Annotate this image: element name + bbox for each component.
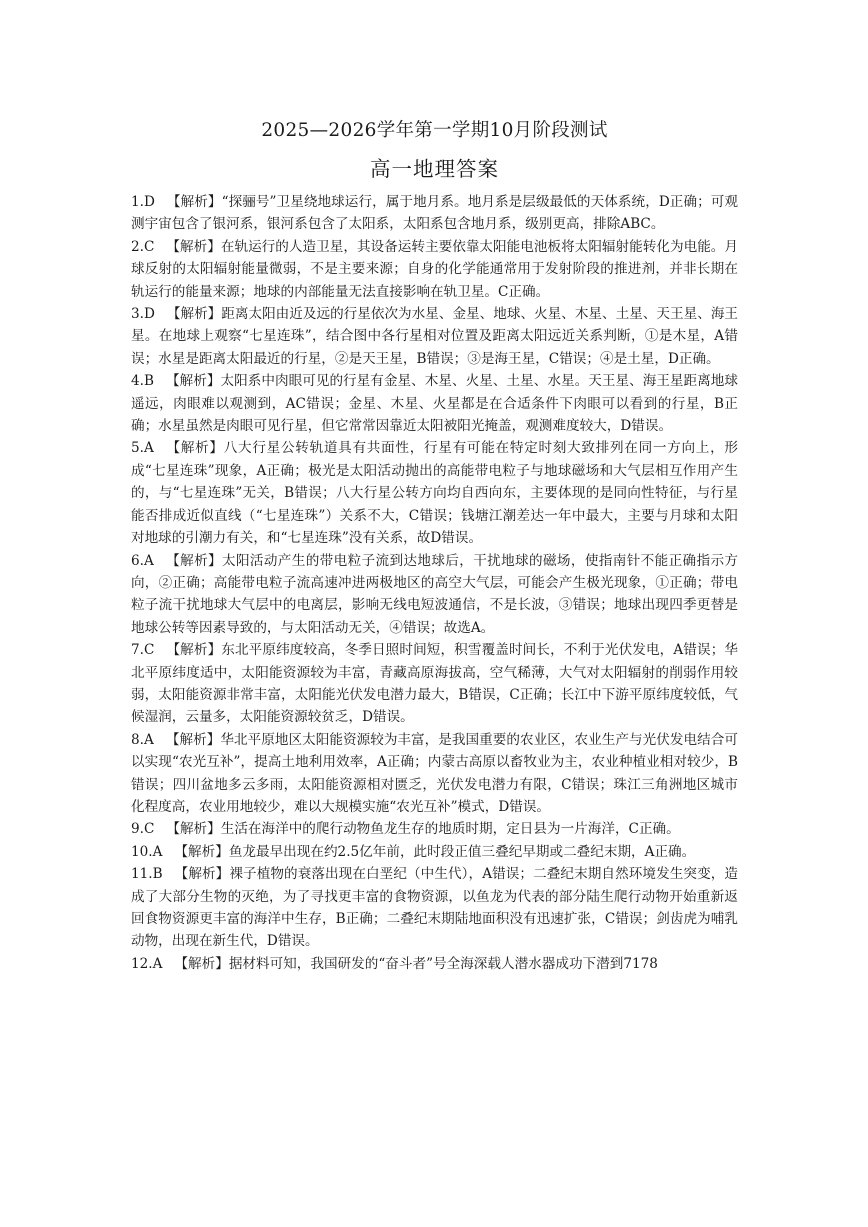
answer-text: “探骊号”卫星绕地球运行，属于地月系。地月系是层级最低的天体系统，D正确；可观测宇宙包含了银河系，银河系包含了太阳系，太阳系包含地月系，级别更高，排除ABC。 bbox=[131, 194, 739, 233]
analysis-tag: 【解析】 bbox=[165, 731, 221, 748]
answer-number: 3.D bbox=[131, 306, 155, 323]
answer-number: 10.A bbox=[131, 843, 163, 860]
page-title: 2025—2026学年第一学期10月阶段测试 bbox=[261, 120, 608, 141]
answer-item bbox=[131, 953, 738, 975]
answer-text: 在轨运行的人造卫星，其设备运转主要依靠太阳能电池板将太阳辐射能转化为电能。月球反射的太阳辐射能量微弱，不是主要来源；自身的化学能通常用于发射阶段的推进剂，并非长期在轨运行的能量来源；地球的内部能量无法直接影响在轨卫星。C正确。 bbox=[131, 238, 739, 300]
answer-item bbox=[131, 303, 738, 370]
answer-number: 6.A bbox=[131, 552, 154, 569]
answer-item bbox=[131, 437, 738, 549]
answer-number: 7.C bbox=[131, 642, 155, 659]
analysis-tag: 【解析】 bbox=[165, 373, 221, 390]
answer-text: 太阳系中肉眼可见的行星有金星、木星、火星、土星、水星。天王星、海王星距离地球遥远，肉眼难以观测到，AC错误；金星、木星、火星都是在合适条件下肉眼可以看到的行星，B正确；水星虽然是肉眼可见行星，但它常常因靠近太阳被阳光掩盖，观测难度较大，D错误。 bbox=[131, 373, 739, 435]
analysis-tag: 【解析】 bbox=[165, 552, 222, 569]
answer-number: 8.A bbox=[131, 731, 154, 748]
answer-text: 太阳活动产生的带电粒子流到达地球后，干扰地球的磁场，使指南针不能正确指示方向，②正确；高能带电粒子流高速冲进两极地区的高空大气层，可能会产生极光现象，①正确；带电粒子流干扰地球大气层中的电离层，影响无线电短波通信，不是长波，③错误；地球出现四季更替是地球公转等因素导致的，与太阳活动无关，④错误；故选A。 bbox=[131, 552, 738, 636]
answer-item bbox=[131, 841, 738, 863]
answer-item bbox=[131, 236, 738, 303]
answer-number: 9.C bbox=[131, 821, 155, 838]
analysis-tag: 【解析】 bbox=[166, 821, 221, 838]
answer-text: 鱼龙最早出现在约2.5亿年前，此时段正值三叠纪早期或二叠纪末期，A正确。 bbox=[228, 843, 696, 860]
analysis-tag: 【解析】 bbox=[174, 955, 229, 972]
answer-number: 4.B bbox=[131, 373, 154, 390]
answer-item bbox=[131, 863, 738, 953]
answer-item bbox=[131, 370, 738, 437]
answer-list bbox=[131, 191, 738, 975]
answer-item bbox=[131, 550, 738, 640]
answer-item bbox=[131, 818, 738, 840]
analysis-tag: 【解析】 bbox=[166, 194, 222, 210]
page-subtitle: 高一地理答案 bbox=[370, 157, 499, 181]
analysis-tag: 【解析】 bbox=[166, 642, 222, 659]
analysis-tag: 【解析】 bbox=[166, 238, 221, 255]
answer-text: 裸子植物的衰落出现在白垩纪（中生代），A错误；二叠纪末期自然环境发生突变，造成了大部分生物的灭绝，为了寻找更丰富的食物资源，以鱼龙为代表的部分陆生爬行动物开始重新返回食物资源更丰富的海洋中生存，B正确；二叠纪末期陆地面积没有迅速扩张，C错误；剑齿虎为哺乳动物，出现在新生代，D错误。 bbox=[131, 866, 739, 950]
answer-number: 1.D bbox=[131, 194, 155, 210]
answer-text: 华北平原地区太阳能资源较为丰富，是我国重要的农业区，农业生产与光伏发电结合可以实现“农光互补”，提高土地利用效率，A正确；内蒙古高原以畜牧业为主，农业种植业相对较少，B错误；四川盆地多云多雨，太阳能资源相对匮乏，光伏发电潜力有限，C错误；珠江三角洲地区城市化程度高，农业用地较少，难以大规模实施“农光互补”模式，D错误。 bbox=[131, 731, 739, 815]
analysis-tag: 【解析】 bbox=[165, 440, 224, 457]
answer-item bbox=[131, 639, 738, 729]
answer-text: 生活在海洋中的爬行动物鱼龙生存的地质时期，定日县为一片海洋，C正确。 bbox=[220, 821, 680, 838]
answer-item bbox=[131, 191, 738, 236]
analysis-tag: 【解析】 bbox=[174, 843, 229, 860]
answer-item bbox=[131, 729, 738, 819]
answer-text: 据材料可知，我国研发的“奋斗者”号全海深载人潜水器成功下潜到7178 bbox=[228, 955, 658, 972]
analysis-tag: 【解析】 bbox=[166, 306, 222, 323]
answer-text: 八大行星公转轨道具有共面性，行星有可能在特定时刻大致排列在同一方向上，形成“七星连珠”现象，A正确；极光是太阳活动抛出的高能带电粒子与地球磁场和大气层相互作用产生的，与“七星连珠”无关，B错误；八大行星公转方向均自西向东，主要体现的是同向性特征，与行星能否排成近似直线（“七星连珠”）关系不大，C错误；钱塘江潮差达一年中最大，主要与月球和太阳对地球的引潮力有关，和“七星连珠”没有关系，故D错误。 bbox=[131, 440, 739, 547]
answer-text: 距离太阳由近及远的行星依次为水星、金星、地球、火星、木星、土星、天王星、海王星。在地球上观察“七星连珠”，结合图中各行星相对位置及距离太阳远近关系判断，①是木星，A错误；水星是距离太阳最近的行星，②是天王星，B错误；③是海王星，C错误；④是土星，D正确。 bbox=[131, 306, 739, 367]
answer-number: 12.A bbox=[131, 955, 163, 972]
answer-number: 2.C bbox=[131, 238, 155, 255]
answer-text: 东北平原纬度较高，冬季日照时间短，积雪覆盖时间长，不利于光伏发电，A错误；华北平原纬度适中，太阳能资源较为丰富，青藏高原海拔高，空气稀薄，大气对太阳辐射的削弱作用较弱，太阳能资源非常丰富，太阳能光伏发电潜力最大，B错误，C正确；长江中下游平原纬度较低，气候湿润，云量多，太阳能资源较贫乏，D错误。 bbox=[131, 642, 738, 726]
answer-number: 11.B bbox=[131, 866, 163, 883]
analysis-tag: 【解析】 bbox=[174, 866, 230, 883]
answer-number: 5.A bbox=[131, 440, 154, 457]
